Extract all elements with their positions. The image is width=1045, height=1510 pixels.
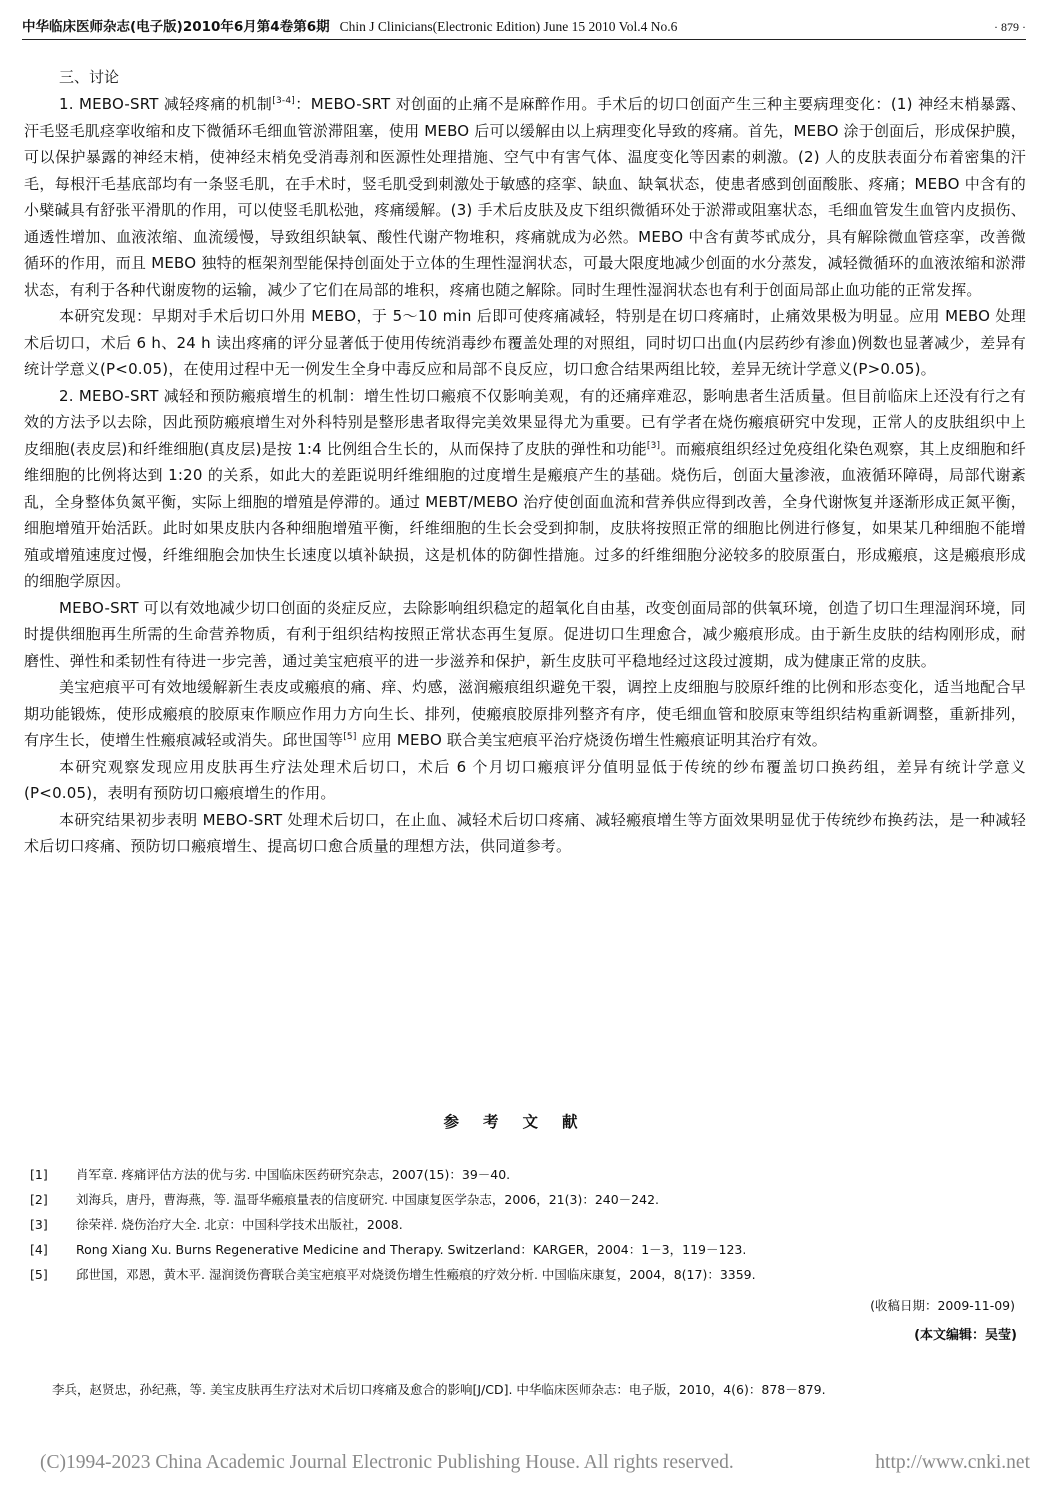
- paragraph-text: 1. MEBO-SRT 减轻疼痛的机制: [59, 95, 273, 113]
- citation-marker: [3]: [646, 440, 661, 451]
- page-number: · 879 ·: [994, 20, 1026, 34]
- paragraph-text: 本研究结果初步表明 MEBO-SRT 处理术后切口，在止血、减轻术后切口疼痛、减轻瘢痕增生等方面效果明显优于传统纱布换药法，是一种减轻术后切口疼痛、预防切口瘢痕增生、提高切口愈合质量的理想方法，供同道参考。: [24, 810, 1026, 855]
- reference-number: [1]: [30, 1167, 48, 1182]
- paragraph-conclusion: [24, 807, 1026, 860]
- paragraph-text: 本研究发现：早期对手术后切口外用 MEBO，于 5～10 min 后即可使疼痛减轻，特别是在切口疼痛时，止痛效果极为明显。应用 MEBO 处理术后切口，术后 6 h、24 h 读出疼痛的评分显著低于使用传统消毒纱布覆盖处理的对照组，同时切口出血(内层药纱有渗血)例数也显著减少，差异有统计学意义(P<0.05)，在使用过程中无一例发生全身中毒反应和局部不良反应，切口愈合结果两组比较，差异无统计学意义(P>0.05)。: [24, 307, 1026, 378]
- editor-note: (本文编辑：吴莹): [914, 1328, 1017, 1343]
- copyright-footer: [40, 1452, 1030, 1474]
- paragraph-scar-mechanism: [24, 383, 1026, 595]
- copyright-text: (C)1994-2023 China Academic Journal Electronic Publishing House. All rights reserved.: [40, 1452, 734, 1473]
- cnki-url: http://www.cnki.net: [875, 1452, 1030, 1473]
- reference-item: [30, 1162, 1020, 1187]
- paragraph-study-findings-pain: [24, 303, 1026, 383]
- paragraph-scar-cream: [24, 674, 1026, 754]
- paragraph-text: 本研究观察发现应用皮肤再生疗法处理术后切口，术后 6 个月切口瘢痕评分值明显低于传统的纱布覆盖切口换药组，差异有统计学意义(P<0.05)，表明有预防切口瘢痕增生的作用。: [24, 757, 1026, 802]
- reference-text: 肖军章. 疼痛评估方法的优与劣. 中国临床医药研究杂志，2007(15)：39－40.: [76, 1167, 511, 1182]
- running-header: [22, 14, 1026, 40]
- reference-text: 徐荣祥. 烧伤治疗大全. 北京：中国科学技术出版社，2008.: [76, 1217, 403, 1232]
- reference-number: [3]: [30, 1217, 48, 1232]
- received-date: (收稿日期：2009-11-09): [870, 1298, 1015, 1313]
- reference-text: Rong Xiang Xu. Burns Regenerative Medicine and Therapy. Switzerland：KARGER，2004：1－3，119－123.: [76, 1242, 747, 1257]
- paragraph-mebo-srt-effects: [24, 595, 1026, 675]
- reference-item: [30, 1237, 1020, 1262]
- reference-item: [30, 1262, 1020, 1287]
- article-body: [24, 64, 1026, 860]
- reference-list: [30, 1162, 1020, 1287]
- paragraph-text: 2. MEBO-SRT 减轻和预防瘢痕增生的机制：增生性切口瘢痕不仅影响美观，有的还痛痒难忍，影响患者生活质量。但目前临床上还没有行之有效的方法予以去除，因此预防瘢痕增生对外科特别是整形患者取得完美效果显得尤为重要。已有学者在烧伤瘢痕研究中发现，正常人的皮肤组织中上皮细胞(表皮层)和纤维细胞(真皮层)是按 1:4 比例组合生长的，从而保持了皮肤的弹性和功能: [24, 386, 1026, 458]
- reference-item: [30, 1212, 1020, 1237]
- reference-number: [4]: [30, 1242, 48, 1257]
- paragraph-text: ：MEBO-SRT 对创面的止痛不是麻醉作用。手术后的切口创面产生三种主要病理变化：(1) 神经末梢暴露、汗毛竖毛肌痉挛收缩和皮下微循环毛细血管淤滞阻塞，使用 MEBO 后可以缓解由以上病理变化导致的疼痛。首先，MEBO 涂于创面后，形成保护膜，可以保护暴露的神经末梢，使神经末梢免受消毒剂和医源性处理措施、空气中有害气体、温度变化等因素的刺激。(2) 人的皮肤表面分布着密集的汗毛，每根汗毛基底部均有一条竖毛肌，在手术时，竖毛肌受到刺激处于敏感的痉挛、缺血、缺氧状态，使患者感到创面酸胀、疼痛；MEBO 中含有的小檗碱具有舒张平滑肌的作用，可以使竖毛肌松弛，疼痛缓解。(3) 手术后皮肤及皮下组织微循环处于淤滞或阻塞状态，毛细血管发生血管内皮损伤、通透性增加、血液浓缩、血流缓慢，导致组织缺氧、酸性代谢产物堆积，疼痛就成为必然。MEBO 中含有黄芩甙成分，具有解除微血管痉挛，改善微循环的作用，而且 MEBO 独特的框架剂型能保持创面处于立体的生理性湿润状态，可最大限度地减少创面的水分蒸发，减轻微循环的血液浓缩和淤滞状态，有利于各种代谢废物的运输，减少了它们在局部的堆积，疼痛也随之解除。同时生理性湿润状态也有利于创面局部止血功能的正常发挥。: [24, 95, 1026, 299]
- citation-marker: [5]: [343, 732, 357, 742]
- paragraph-study-findings-scar: [24, 754, 1026, 807]
- journal-title-cn: 中华临床医师杂志(电子版)2010年6月第4卷第6期: [22, 19, 330, 35]
- reference-item: [30, 1187, 1020, 1212]
- paragraph-text: MEBO-SRT 可以有效地减少切口创面的炎症反应，去除影响组织稳定的超氧化自由基，改变创面局部的供氧环境，创造了切口生理湿润环境，同时提供细胞再生所需的生命营养物质，有利于组织结构按照正常状态再生复原。促进切口生理愈合，减少瘢痕形成。由于新生皮肤的结构刚形成，耐磨性、弹性和柔韧性有待进一步完善，通过美宝疤痕平的进一步滋养和保护，新生皮肤可平稳地经过这段过渡期，成为健康正常的皮肤。: [24, 598, 1026, 670]
- reference-number: [5]: [30, 1267, 48, 1282]
- reference-text: 刘海兵，唐丹，曹海燕，等. 温哥华瘢痕量表的信度研究. 中国康复医学杂志，2006，21(3)：240－242.: [76, 1192, 660, 1207]
- section-heading: 三、讨论: [59, 68, 120, 86]
- journal-title-en: Chin J Clinicians(Electronic Edition) June 15 2010 Vol.4 No.6: [339, 19, 678, 34]
- article-citation: 李兵，赵贤忠，孙纪燕，等. 美宝皮肤再生疗法对术后切口疼痛及愈合的影响[J/CD]. 中华临床医师杂志：电子版，2010，4(6)：878－879.: [52, 1382, 826, 1397]
- references-heading: 参考文献: [443, 1113, 602, 1131]
- citation-marker: [3-4]: [272, 96, 295, 106]
- paragraph-text: 。而瘢痕组织经过免疫组化染色观察，其上皮细胞和纤维细胞的比例将达到 1:20 的关系，如此大的差距说明纤维细胞的过度增生是瘢痕产生的基础。烧伤后，创面大量渗液，血液循环障碍，局部代谢紊乱，全身整体负氮平衡，实际上细胞的增殖是停滞的。通过 MEBT/MEBO 治疗使创面血流和营养供应得到改善，全身代谢恢复并逐渐形成正氮平衡，细胞增殖开始活跃。此时如果皮肤内各种细胞增殖平衡，纤维细胞的生长会受到抑制，皮肤将按照正常的细胞比例进行修复，如果某几种细胞不能增殖或增殖速度过慢，纤维细胞会加快生长速度以填补缺损，这是机体的防御性措施。过多的纤维细胞分泌较多的胶原蛋白，形成瘢痕，这是瘢痕形成的细胞学原因。: [24, 439, 1026, 590]
- paragraph-pain-mechanism: [24, 91, 1026, 303]
- reference-text: 邱世国，邓恩，黄木平. 湿润烫伤膏联合美宝疤痕平对烧烫伤增生性瘢痕的疗效分析. 中国临床康复，2004，8(17)：3359.: [76, 1267, 756, 1282]
- paragraph-text: 应用 MEBO 联合美宝疤痕平治疗烧烫伤增生性瘢痕证明其治疗有效。: [356, 731, 827, 749]
- paragraph-text: 美宝疤痕平可有效地缓解新生表皮或瘢痕的痛、痒、灼感，滋润瘢痕组织避免干裂，调控上皮细胞与胶原纤维的比例和形态变化，适当地配合早期功能锻炼，使形成瘢痕的胶原束作顺应作用力方向生长、排列，使瘢痕胶原排列整齐有序，使毛细血管和胶原束等组织结构重新调整，重新排列，有序生长，使增生性瘢痕减轻或消失。邱世国等: [24, 678, 1026, 749]
- reference-number: [2]: [30, 1192, 48, 1207]
